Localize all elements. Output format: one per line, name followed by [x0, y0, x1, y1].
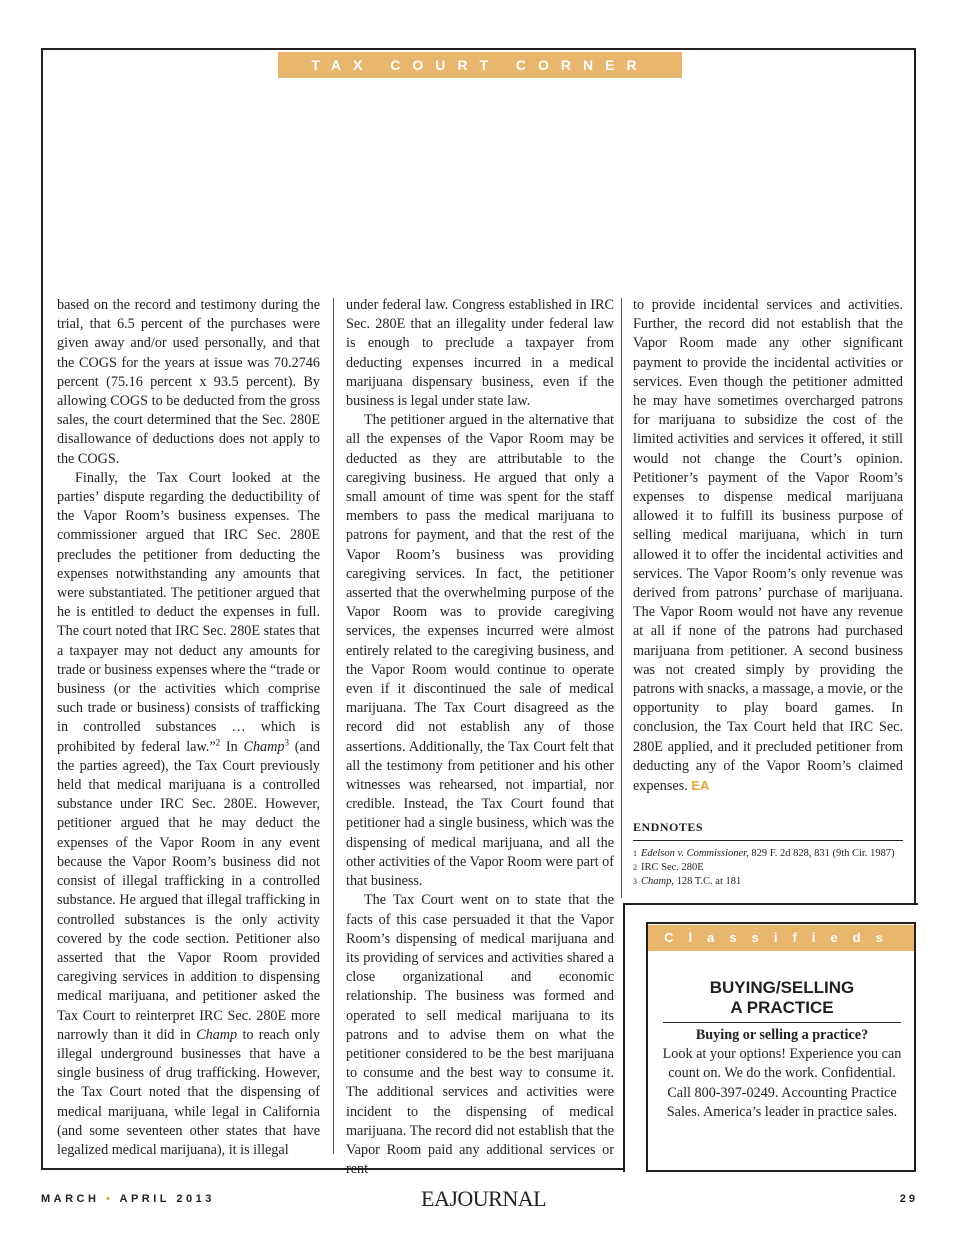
issue-month: MARCH	[41, 1193, 100, 1205]
endnote-text: , 128 T.C. at 181	[671, 876, 742, 887]
ad-heading	[663, 978, 901, 1023]
paragraph: The Tax Court went on to state that the facts of this case persuaded it that the Vapor Room’s dispensing of medical marijuana and its providing of services and activities shared a close organizational and economic relationship. The business was formed and operated to sell medical marijuana to its patrons and to advise them on what the petitioner considered to be the best marijuana to consume and the best way to consume it. The additional services and activities were incident to the dispensing of medical marijuana. The record did not establish that the Vapor Room paid any additional services or rent	[346, 892, 614, 1178]
page-number: 29	[899, 1193, 918, 1205]
separator-dot: •	[106, 1193, 114, 1205]
case-name: Champ	[196, 1026, 238, 1043]
endnote	[633, 847, 903, 861]
issue-date	[41, 1193, 215, 1205]
paragraph: based on the record and testimony during the trial, that 6.5 percent of the purchases were given away and/or used personally, and that the COGS for the years at issue was 70.2746 percent (75.16 percent x 93.5 percent). By allowing COGS to be deducted from the gross sales, the court determined that the Sec. 280E disallowance of deductions does not apply to the COGS.	[57, 297, 320, 467]
endnote	[633, 875, 903, 889]
article-column-2	[346, 296, 614, 1179]
case-name: Champ	[243, 738, 285, 755]
paragraph: under federal law. Congress established in IRC Sec. 280E that an illegality under federal law is enough to preclude a taxpayer from deducting expenses incurred in a medical marijuana dispensary business, even if the business is legal under state law.	[346, 297, 614, 410]
frame-notch-edge	[623, 904, 625, 1172]
column-divider	[333, 298, 334, 1154]
issue-month: APRIL 2013	[119, 1193, 215, 1205]
paragraph	[633, 296, 903, 796]
footnote-ref: 3	[284, 736, 289, 747]
ad-heading-line: A PRACTICE	[730, 998, 834, 1017]
paragraph-text: to reach only illegal underground businesses that have a single business of drug trafficking. However, the Tax Court noted that the dispensing of medical marijuana, while legal in California (and some seventeen other states that have legalized medical marijuana), it is illegal	[57, 1026, 320, 1158]
end-mark: EA	[691, 778, 710, 794]
endnote-case: Edelson v. Commissioner,	[641, 848, 749, 859]
endnote-number: 3	[633, 877, 637, 886]
classifieds-title: Classifieds	[648, 925, 914, 951]
paragraph-text: Finally, the Tax Court looked at the parties’ dispute regarding the deductibility of the Vapor Room’s business expenses. The commissioner argued that IRC Sec. 280E precludes the petitioner from deducting the expenses notwithstanding any amounts that were substantiated. The petitioner argued that he is entitled to deduct the expenses in full. The court noted that IRC Sec. 280E states that a taxpayer may not deduct any amounts for trade or business expenses where the “trade or business (or the activities which comprise such trade or business) consists of trafficking in controlled substances … which is prohibited by federal law.”	[57, 469, 320, 755]
inline-text: In	[220, 738, 244, 755]
section-title: TAX COURT CORNER	[278, 52, 682, 78]
endnotes-title: ENDNOTES	[633, 820, 903, 841]
paragraph: The petitioner argued in the alternative that all the expenses of the Vapor Room may be deducted as they are attributable to the caregiving business. He argued that only a small amount of time was spent for the staff members to pass the medical marijuana to patrons for payment, and that the rest of the Vapor Room’s business was providing caregiving services. In fact, the petitioner asserted that the overwhelming purpose of the Vapor Room was to provide caregiving services, the expenses incurred were almost entirely related to the caregiving business, and the Vapor Room would continue to operate even if it discontinued the sale of medical marijuana. The Tax Court disagreed as the record did not establish any of those assertions. Additionally, the Tax Court felt that all the testimony from petitioner and his other witnesses was rehearsed, not impartial, nor credible. Instead, the Tax Court found that petitioner had a single business, which was the dispensing of medical marijuana, and all the other activities of the Vapor Room were part of that business.	[346, 412, 614, 890]
ad-lead: Buying or selling a practice?	[695, 1027, 869, 1043]
footnote-ref: 2	[215, 736, 221, 747]
article-column-1	[57, 296, 320, 1160]
endnote-text: IRC Sec. 280E	[641, 862, 704, 873]
column-divider	[621, 298, 622, 898]
endnote-text: 829 F. 2d 828, 831 (9th Cir. 1987)	[748, 848, 895, 859]
endnotes	[633, 820, 903, 889]
paragraph-text: (and the parties agreed), the Tax Court previously held that medical marijuana is a controlled substance under IRC Sec. 280E. However, petitioner argued that he may deduct the expenses of the Vapor Room in any event because the Vapor Room’s business did not consist of illegal trafficking in a controlled substance. He argued that illegal trafficking in controlled substances is the only activity covered by the code section. Petitioner also asserted that the Vapor Room provided caregiving services in addition to dispensing medical marijuana, and petitioner asked the Tax Court to reinterpret IRC Sec. 280E more narrowly than it did in	[57, 738, 320, 1043]
journal-logo: EAJOURNAL	[421, 1186, 547, 1211]
article-column-3	[633, 296, 903, 796]
endnote-number: 1	[633, 849, 637, 858]
ad-heading-line: BUYING/SELLING	[709, 978, 855, 997]
paragraph-text: to provide incidental services and activities. Further, the record did not establish that the Vapor Room made any other significant payment to provide the incidental activities or services. Even though the petitioner admitted he may have sometimes overcharged patrons for marijuana to subsidize the cost of the limited activities and services it offered, it still would not change the Court’s opinion. Petitioner’s payment of the Vapor Room’s expenses to dispense medical marijuana allowed it to fulfill its business purpose of selling medical marijuana, which in turn allowed it to offer the incidental activities and services. The Vapor Room’s only revenue was derived from patrons’ purchase of marijuana. The Vapor Room would not have any revenue at all if none of the patrons had purchased marijuana from petitioner. A second business was not created simply by providing the patrons with snacks, a massage, a movie, or the opportunity to play board games. In conclusion, the Tax Court held that IRC Sec. 280E applied, and it precluded petitioner from deducting any of the Vapor Room’s claimed expenses.	[633, 297, 903, 795]
paragraph	[57, 469, 320, 1160]
ad-text: Look at your options! Experience you can count on. We do the work. Confidential. Call 800-397-0249. Accounting Practice Sales. America’s leader in practice sales.	[662, 1046, 902, 1120]
ad-body	[660, 1026, 904, 1122]
page-footer	[41, 1186, 918, 1216]
endnote-case: Champ	[641, 876, 672, 887]
endnote-number: 2	[633, 863, 637, 872]
frame-notch-edge	[623, 903, 918, 905]
endnote	[633, 861, 903, 875]
